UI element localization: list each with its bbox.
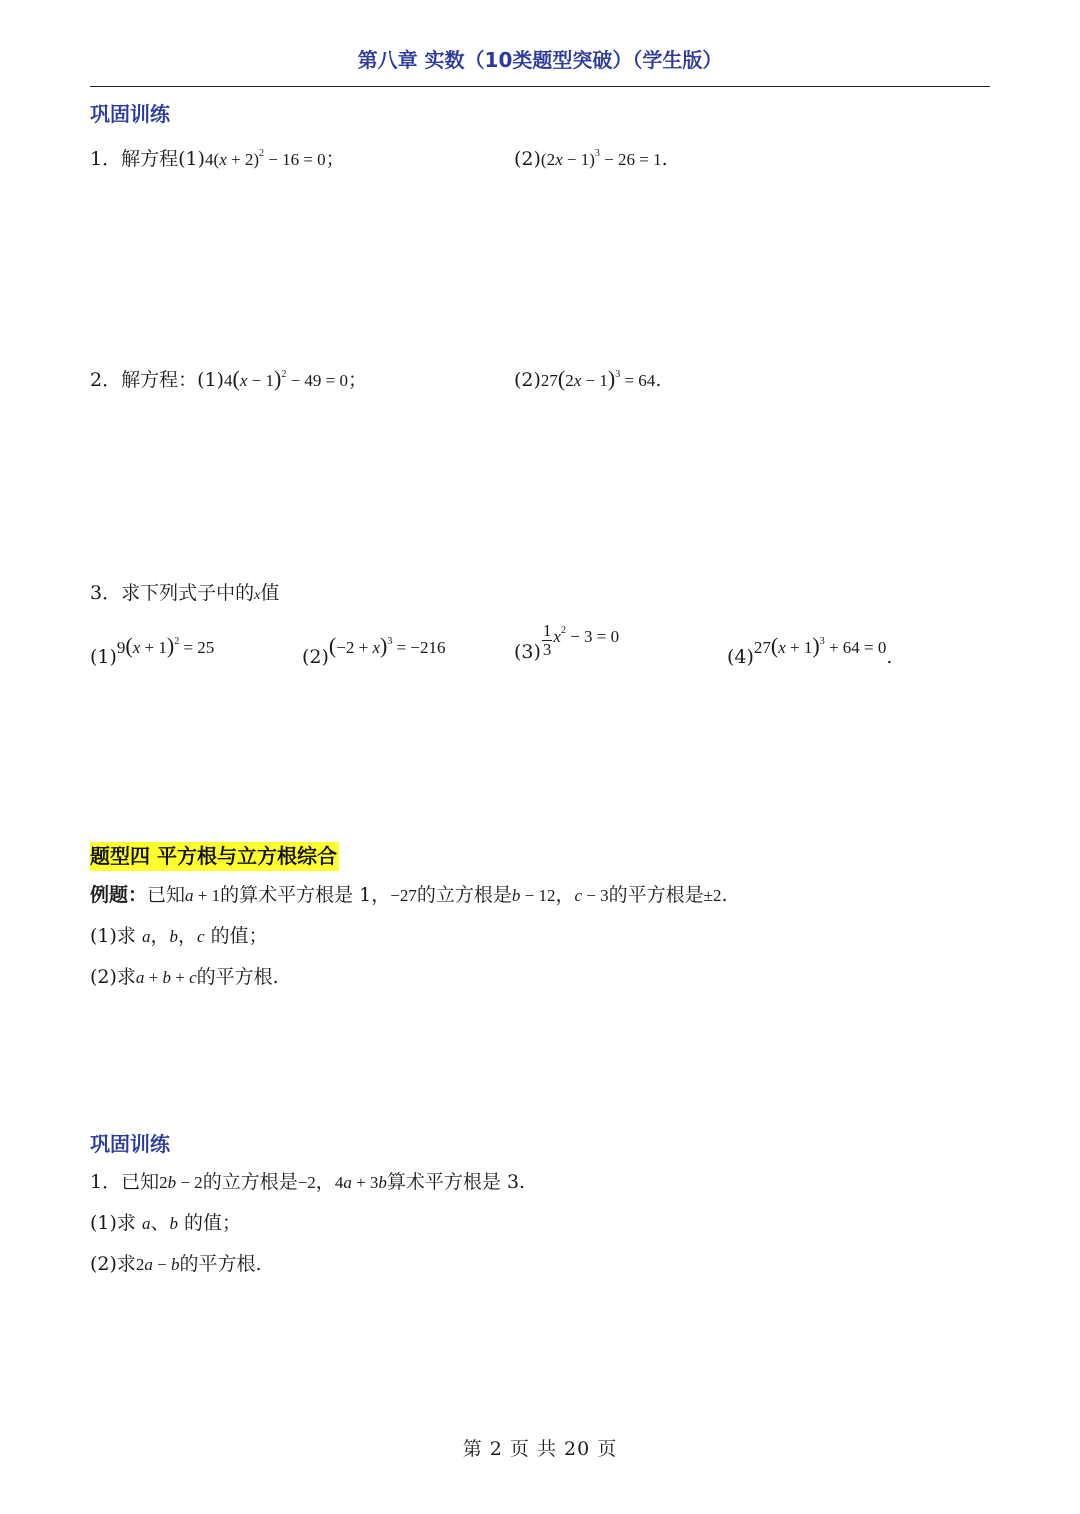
- question-1-part-2: $(2)(2x - 1)^3 - 26 = 1$.: [514, 148, 668, 170]
- example-label: 例题：: [90, 884, 148, 906]
- question-2-prefix: 2．解方程：(1): [90, 369, 225, 391]
- example-subquestion-1: (1)求 a，b，c 的值；: [90, 925, 268, 947]
- question-1-prefix: 1．解方程(1): [90, 148, 206, 170]
- equation-3-2: $(-2 + x)^3 = -216$: [328, 633, 446, 658]
- practice-2-subquestion-2: (2)求2a − b的平方根.: [90, 1253, 262, 1275]
- question-3-item-3: (3) $\frac{1}{3}$ $x^2 - 3 = 0$: [514, 621, 620, 663]
- fraction-one-third: $\frac{1}{3}$: [542, 621, 552, 659]
- question-3-prompt: 3．求下列式子中的x值: [90, 582, 280, 604]
- question-1-part-1: 1．解方程$(1)4(x + 2)^2 - 16 = 0$；: [90, 148, 345, 170]
- equation-1a: $4(x + 2)^2 - 16 = 0$: [205, 148, 326, 169]
- question-3-item-4: $(4)27(x + 1)^3 + 64 = 0$.: [727, 633, 893, 668]
- section-heading-practice-1: 巩固训练: [90, 102, 170, 126]
- question-2-part-1: 2．解方程：$(1)4(x - 1)^2 - 49 = 0$；: [90, 366, 368, 391]
- example-problem: 例题：已知a + 1的算术平方根是 1，−27的立方根是b − 12，c − 3的平方根是±2.: [90, 884, 728, 906]
- equation-3-4: $27(x + 1)^3 + 64 = 0$: [753, 633, 887, 658]
- page-header-title: 第八章 实数（10类题型突破）（学生版）: [357, 48, 723, 72]
- question-3-item-1: $(1)9(x + 1)^2 = 25$: [90, 633, 215, 668]
- example-subquestion-2: (2)求a + b + c的平方根.: [90, 966, 279, 988]
- equation-2a: $4(x - 1)^2 - 49 = 0$: [224, 366, 348, 391]
- equation-3-3: $x^2 - 3 = 0$: [553, 624, 620, 646]
- header-divider: [90, 86, 990, 87]
- equation-2b: $27(2x - 1)^3 = 64$: [540, 366, 656, 391]
- equation-1b: $(2x - 1)^3 - 26 = 1$: [540, 148, 662, 169]
- section-heading-practice-2: 巩固训练: [90, 1132, 170, 1156]
- question-3-item-2: $(2)(-2 + x)^3 = -216$: [302, 633, 446, 668]
- practice-2-subquestion-1: (1)求 a、b 的值；: [90, 1212, 242, 1234]
- equation-3-1: $9(x + 1)^2 = 25$: [116, 633, 215, 658]
- page-number-footer: 第 2 页 共 20 页: [462, 1438, 618, 1460]
- question-2-part-2: $(2)27(2x - 1)^3 = 64$.: [514, 366, 662, 391]
- practice-2-question-1: 1．已知2b − 2的立方根是−2，4a + 3b算术平方根是 3.: [90, 1171, 526, 1193]
- section-heading-type-4: 题型四 平方根与立方根综合: [90, 840, 339, 869]
